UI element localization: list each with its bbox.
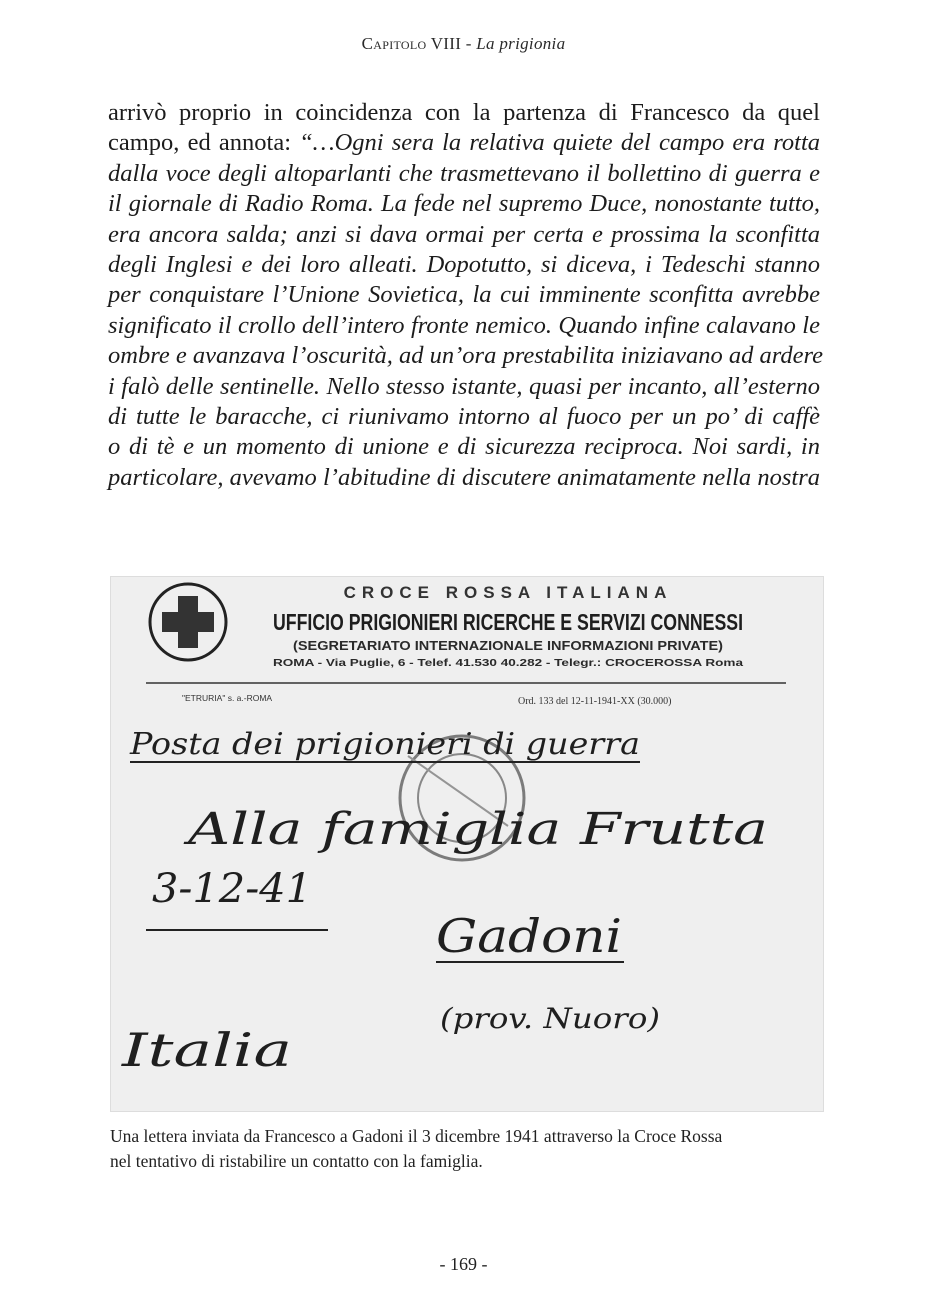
caption-line: nel tentativo di ristabilire un contatto con la famiglia. — [110, 1151, 483, 1171]
envelope-office-name: UFFICIO PRIGIONIERI RICERCHE E SERVIZI CONNESSI — [273, 609, 743, 635]
body-line: per conquistare l’Unione Sovietica, la cui imminente sconfitta avrebbe — [108, 281, 820, 309]
figure-caption — [110, 1124, 826, 1174]
header-chapter-number: VIII — [430, 34, 462, 53]
handwritten-province: (prov. Nuoro) — [440, 1002, 660, 1035]
envelope-photo — [110, 576, 824, 1112]
caption-line: Una lettera inviata da Francesco a Gadoni il 3 dicembre 1941 attraverso la Croce Rossa — [110, 1126, 723, 1146]
envelope-org-name: CROCE ROSSA ITALIANA — [343, 583, 673, 602]
envelope-order-number: Ord. 133 del 12-11-1941-XX (30.000) — [518, 696, 672, 707]
envelope-secretariat: (SEGRETARIATO INTERNAZIONALE INFORMAZIONI PRIVATE) — [293, 639, 723, 653]
envelope-printer: "ETRURIA" s. a.-ROMA — [182, 693, 273, 703]
body-line: particolare, avevamo l’abitudine di discutere animatamente nella nostra — [108, 463, 820, 491]
envelope-address: ROMA - Via Puglie, 6 - Telef. 41.530 40.282 - Telegr.: CROCEROSSA Roma — [273, 657, 744, 669]
running-header — [0, 34, 927, 54]
body-line: era ancora salda; anzi si dava ormai per certa e prossima la sconfitta — [108, 220, 820, 248]
handwritten-recipient: Alla famiglia Frutta — [182, 804, 768, 855]
body-line — [108, 128, 820, 158]
header-separator: - — [465, 34, 472, 53]
body-line: i falò delle sentinelle. Nello stesso istante, quasi per incanto, all’esterno — [108, 372, 820, 400]
body-line: di tutte le baracche, ci riunivamo intorno al fuoco per un po’ di caffè — [108, 403, 820, 431]
body-line: significato il crollo dell’intero fronte nemico. Quando infine calavano le — [108, 311, 820, 339]
body-paragraph — [108, 98, 823, 493]
page-number: - 169 - — [439, 1254, 488, 1274]
body-line: ombre e avanzava l’oscurità, ad un’ora prestabilita iniziavano ad ardere — [108, 342, 823, 370]
handwritten-town: Gadoni — [436, 909, 622, 963]
body-line: degli Inglesi e dei loro alleati. Dopotutto, si diceva, i Tedeschi stanno — [108, 251, 820, 279]
header-subtitle: La prigionia — [476, 34, 566, 53]
body-line: arrivò proprio in coincidenza con la partenza di Francesco da quel — [108, 99, 820, 126]
body-line: dalla voce degli altoparlanti che trasmettevano il bollettino di guerra e — [108, 159, 820, 187]
body-line-italic: “…Ogni sera la relativa quiete del campo era rotta — [291, 129, 821, 157]
body-line: o di tè e un momento di unione e di sicurezza reciproca. Noi sardi, in — [108, 433, 820, 461]
handwritten-country: Italia — [120, 1023, 292, 1077]
body-line-roman: campo, ed annota: — [108, 129, 292, 157]
handwritten-date: 3-12-41 — [152, 866, 312, 912]
handwritten-post-line: Posta dei prigionieri di guerra — [128, 727, 640, 762]
envelope-illustration — [110, 576, 824, 1112]
body-line: il giornale di Radio Roma. La fede nel supremo Duce, nonostante tutto, — [108, 190, 820, 218]
header-chapter: Capitolo — [361, 34, 427, 53]
